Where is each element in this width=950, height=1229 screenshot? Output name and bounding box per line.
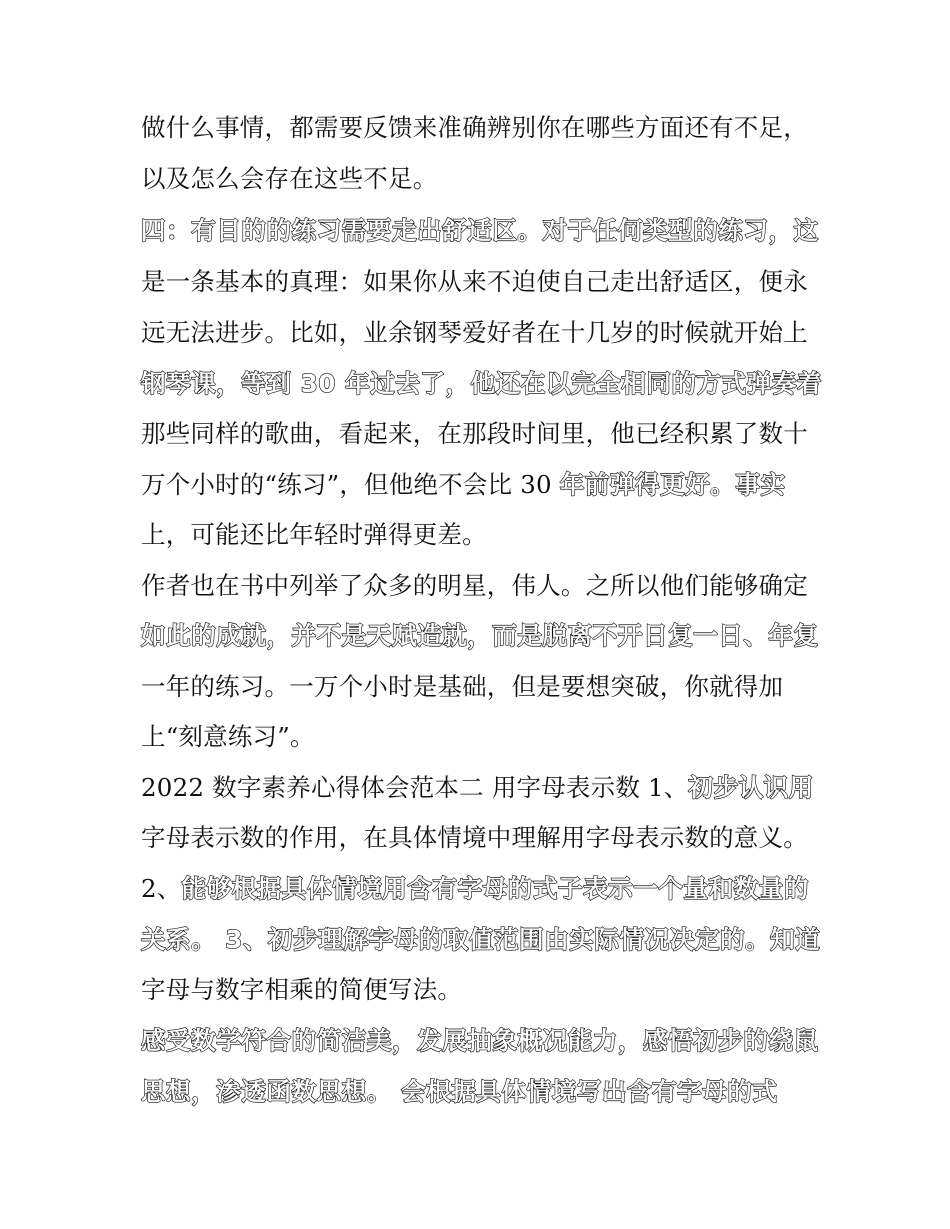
text-line xyxy=(141,465,831,505)
text-line xyxy=(141,818,831,858)
text-line xyxy=(141,667,831,707)
text-line xyxy=(141,108,831,148)
text-segment: 年前弹得更好。事实 xyxy=(559,470,786,499)
text-segment: 思想，渗透函数思想。 会根据具体情境写出含有字母的式 xyxy=(141,1077,778,1106)
text-line xyxy=(141,920,831,960)
text-segment: 能够根据具体情境用含有字母的式子表示一个量和数量的 xyxy=(181,874,809,903)
text-line xyxy=(141,869,831,909)
text-segment: 万个小时的“练习”，但他绝不会比 30 xyxy=(141,470,560,499)
text-segment: 钢琴课，等到 30 年过去了，他还在以完全相同的方式弹奏着 xyxy=(141,369,823,398)
text-line xyxy=(141,159,831,199)
text-line xyxy=(141,768,831,808)
text-segment: 四：有目的的练习需要走出舒适区。对于任何类型的练习，这 xyxy=(141,216,819,245)
text-line xyxy=(141,313,831,353)
text-segment: 作者也在书中列举了众多的明星，伟人。之所以他们能够确定 xyxy=(141,571,808,600)
text-segment: 如此的成就，并不是天赋造就，而是脱离不开日复一日、年复 xyxy=(141,621,819,650)
text-segment: 字母表示数的作用，在具体情境中理解用字母表示数的意义。 xyxy=(141,823,808,852)
text-segment: 是一条基本的真理：如果你从来不迫使自己走出舒适区，便永 xyxy=(141,267,808,296)
text-line xyxy=(141,566,831,606)
text-line xyxy=(141,364,831,404)
text-line xyxy=(141,1021,831,1061)
text-line xyxy=(141,515,831,555)
text-segment: 上“刻意练习”。 xyxy=(141,722,315,751)
text-line xyxy=(141,1072,831,1112)
text-line xyxy=(141,211,831,251)
text-segment: 感受数学符合的简洁美，发展抽象概况能力，感悟初步的绕鼠 xyxy=(141,1026,819,1055)
text-segment: 初步认识用 xyxy=(688,773,814,802)
text-segment: 关系。 3、初步理解字母的取值范围由实际情况决定的。知道 xyxy=(141,925,821,954)
text-line xyxy=(141,414,831,454)
text-segment: 一年的练习。一万个小时是基础，但是要想突破，你就得加 xyxy=(141,672,784,701)
text-line xyxy=(141,262,831,302)
text-segment: 上，可能还比年轻时弹得更差。 xyxy=(141,520,487,549)
text-segment: 字母与数字相乘的简便写法。 xyxy=(141,975,463,1004)
text-segment: 做什么事情，都需要反馈来准确辨别你在哪些方面还有不足， xyxy=(141,113,808,142)
text-segment: 以及怎么会存在这些不足。 xyxy=(141,164,438,193)
text-line xyxy=(141,616,831,656)
text-segment: 2022 数字素养心得体会范本二 用字母表示数 1、 xyxy=(141,773,689,802)
text-segment: 2、 xyxy=(141,874,182,903)
text-segment: 远无法进步。比如，业余钢琴爱好者在十几岁的时候就开始上 xyxy=(141,318,808,347)
text-line xyxy=(141,970,831,1010)
text-segment: 那些同样的歌曲，看起来，在那段时间里，他已经积累了数十 xyxy=(141,419,808,448)
text-line xyxy=(141,717,831,757)
